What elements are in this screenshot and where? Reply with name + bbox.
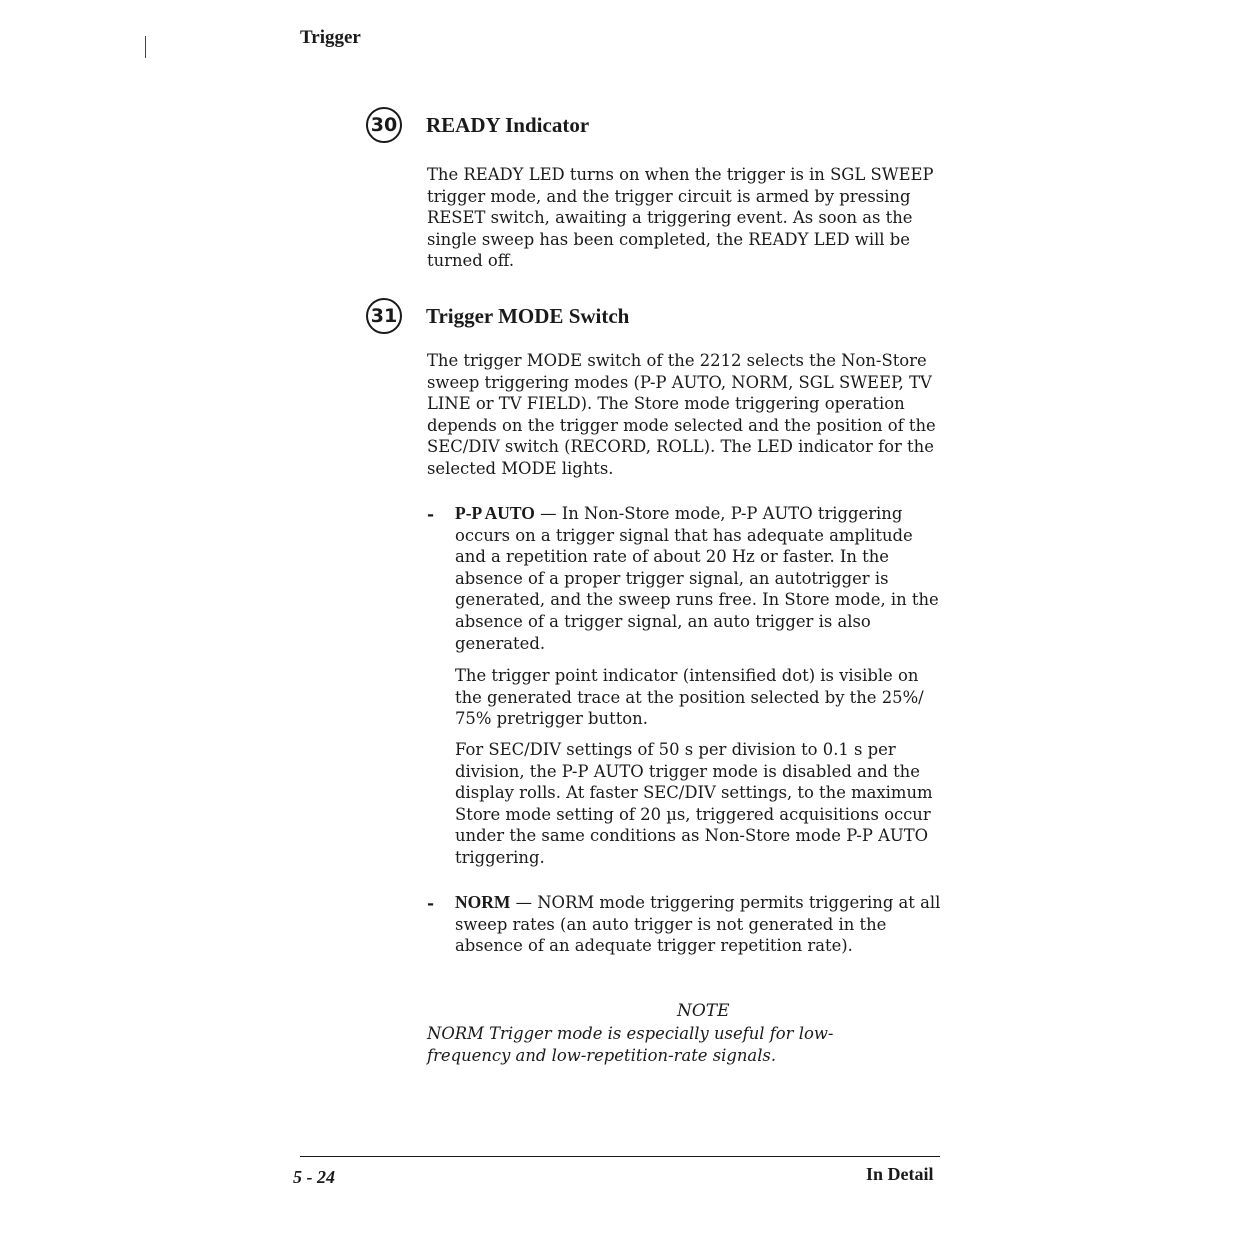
term-dash: — xyxy=(510,893,538,912)
bullet-paragraph xyxy=(455,892,945,957)
section-title: Trigger MODE Switch xyxy=(426,303,630,328)
bullet-paragraph: The trigger point indicator (intensified dot) is visible on the generated trace at the position selected by the 25%/ 75% pretrigger button. xyxy=(455,666,924,729)
note-body: NORM Trigger mode is especially useful for low-frequency and low-repetition-rate signals. xyxy=(427,1024,834,1065)
footer-rule xyxy=(300,1156,940,1157)
bullet-term: NORM xyxy=(455,892,511,912)
section-paragraph: The trigger MODE switch of the 2212 selects the Non-Store sweep triggering modes (P-P AUTO, NORM, SGL SWEEP, TV LINE or TV FIELD). The Store mode triggering operation depends on the trigger mode selected and the position of the SEC/DIV switch (RECORD, ROLL). The LED indicator for the selected MODE lights. xyxy=(427,351,936,478)
note-title: NOTE xyxy=(677,1001,730,1021)
bullet-text: In Non-Store mode, P-P AUTO triggering occurs on a trigger signal that has adequate amplitude and a repetition rate of about 20 Hz or faster. In the absence of a proper trigger signal, an autotrigger is generated, and the sweep runs free. In Store mode, in the absence of a trigger signal, an auto trigger is also generated. xyxy=(455,504,939,653)
section-number-badge: 30 xyxy=(366,107,402,143)
section-heading-31 xyxy=(366,296,629,336)
section-paragraph: The READY LED turns on when the trigger is in SGL SWEEP trigger mode, and the trigger circuit is armed by pressing RESET switch, awaiting a triggering event. As soon as the single sweep has been completed, the READY LED will be turned off. xyxy=(427,165,934,271)
bullet-paragraph: For SEC/DIV settings of 50 s per division to 0.1 s per division, the P-P AUTO trigger mode is disabled and the display rolls. At faster SEC/DIV settings, to the maximum Store mode setting of 20 µs, triggered acquisitions occur under the same conditions as Non-Store mode P-P AUTO triggering. xyxy=(455,740,933,867)
page-number: 5 - 24 xyxy=(293,1167,335,1187)
section-heading-30 xyxy=(366,105,589,145)
bullet-marker: - xyxy=(427,894,435,914)
margin-change-bar xyxy=(145,36,146,58)
running-header-title: Trigger xyxy=(300,27,361,48)
bullet-paragraph xyxy=(455,503,945,654)
bullet-text: NORM mode triggering permits triggering at all sweep rates (an auto trigger is not generated in the absence of an adequate trigger repetition rate). xyxy=(455,893,941,956)
section-number-badge: 31 xyxy=(366,298,402,334)
bullet-term: P-P AUTO xyxy=(455,503,535,523)
term-dash: — xyxy=(534,504,562,523)
bullet-marker: - xyxy=(427,505,435,525)
section-title: READY Indicator xyxy=(426,112,590,137)
footer-section-title: In Detail xyxy=(866,1164,934,1184)
